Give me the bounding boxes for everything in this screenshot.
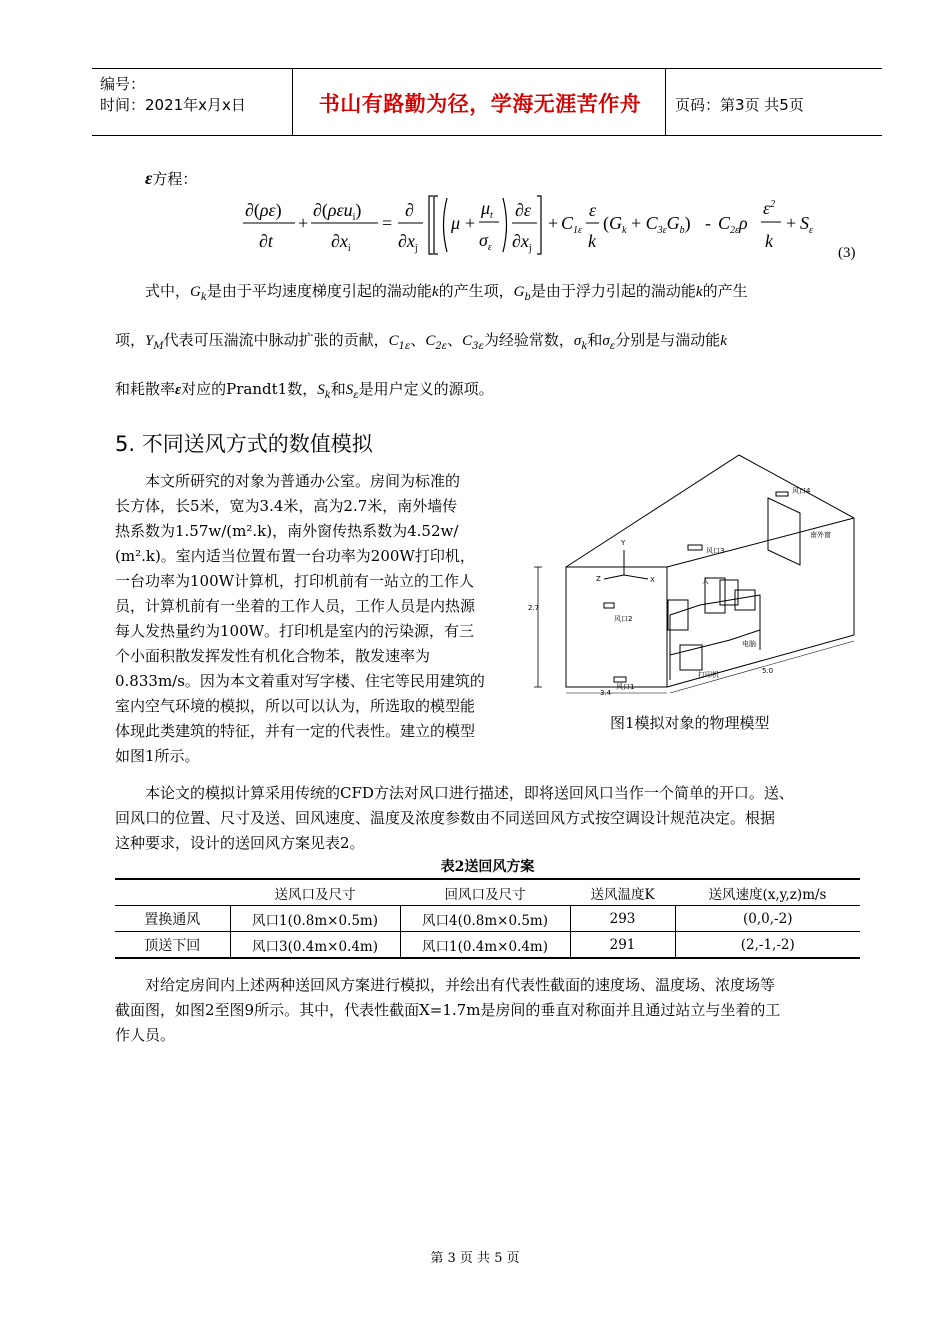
figure-caption: 图1模拟对象的物理模型 — [610, 714, 770, 732]
svg-text:+: + — [786, 213, 797, 233]
label-dim-length: 5.0 — [762, 667, 774, 675]
label-dim-width: 3.4 — [600, 689, 612, 697]
para1-line1: 式中，$G_k$是由于平均速度梯度引起的湍动能k的产生项，$G_b$是由于浮力引起的湍动能k的产生 — [145, 282, 748, 303]
equation-intro: ε方程： — [145, 168, 198, 188]
svg-text:+: + — [465, 213, 476, 233]
para3 — [115, 781, 865, 856]
svg-text:∂(ρεui): ∂(ρεu$_i$) — [313, 200, 362, 223]
svg-text:k: k — [588, 231, 596, 251]
paragraph-line: 作人员。 — [115, 1026, 176, 1044]
svg-text:(Gk + C3εGb): $(G_k + C_{3\varepsilon}G_b)$ — [603, 213, 691, 236]
label-computer: 电脑 — [742, 640, 756, 648]
equation-number: (3) — [838, 245, 856, 261]
label-vent1: 风口1 — [616, 683, 635, 691]
svg-text:σε: $\sigma_\varepsilon$ — [479, 230, 492, 253]
paragraph-line: 如图1所示。 — [115, 747, 200, 765]
table-header: 送风口及尺寸 — [230, 879, 400, 906]
para1-line2: 项，$Y_M$代表可压湍流中脉动扩张的贡献，$C_{1\varepsilon}$、$C_{2\varepsilon}$、$C_{3\varepsilon}$为经验常数，$\sigma_k$和$\sigma_\varepsilon$分别是与湍动能k — [115, 331, 727, 352]
table-header: 送风速度(x,y,z)m/s — [675, 879, 860, 906]
para1-line3: 和耗散率ε对应的Prandt1数，$S_k$和$S_\varepsilon$是用户定义的源项。 — [115, 380, 494, 401]
figure-room-model — [530, 455, 860, 705]
svg-text:-: - — [705, 213, 711, 233]
svg-text:ε2: $\varepsilon^2$ — [763, 198, 776, 218]
label-axis-x: X — [650, 576, 655, 584]
paragraph-line: 员，计算机前有一坐着的工作人员，工作人员是内热源 — [115, 597, 476, 615]
svg-text:Sε: $S_\varepsilon$ — [800, 213, 813, 236]
table-caption: 表2送回风方案 — [440, 859, 535, 875]
label-vent4: 风口4 — [792, 487, 811, 495]
svg-text:C1ε: $C_{1\varepsilon}$ — [561, 213, 582, 236]
svg-text:∂ε: ∂ε — [515, 200, 531, 220]
header-bottom-rule — [92, 135, 882, 136]
svg-text:∂xj: $\partial x_j$ — [512, 231, 532, 254]
label-vent2: 风口2 — [614, 615, 633, 623]
paragraph-line: 本论文的模拟计算采用传统的CFD方法对风口进行描述，即将送回风口当作一个简单的开口。送、 — [145, 784, 794, 802]
table-header-row — [115, 879, 860, 906]
paragraph-line: 长方体，长5米，宽为3.4米，高为2.7米，南外墙传 — [115, 497, 458, 515]
table-header: 送风温度K — [570, 879, 675, 906]
svg-text:ε: ε — [589, 200, 597, 220]
header-time: 时间：2021年x月x日 — [100, 96, 246, 114]
paragraph-line: 个小面积散发挥发性有机化合物苯，散发速率为 — [115, 647, 431, 665]
table-cell: 顶送下回 — [115, 932, 230, 959]
paragraph-line: 一台功率为100W计算机，打印机前有一站立的工作人 — [115, 572, 475, 590]
svg-text:=: = — [382, 213, 393, 233]
label-vent3: 风口3 — [706, 547, 725, 555]
table-cell: 风口1(0.4m×0.4m) — [400, 932, 570, 959]
para4 — [115, 973, 865, 1048]
header-page: 页码：第3页 共5页 — [675, 96, 804, 114]
table-cell: 风口4(0.8m×0.5m) — [400, 906, 570, 932]
svg-text:∂: ∂ — [405, 200, 414, 220]
table-cell: 风口1(0.8m×0.5m) — [230, 906, 400, 932]
header-divider-right — [665, 68, 666, 136]
label-axis-z: Z — [596, 575, 601, 583]
label-window: 南外窗 — [810, 531, 831, 539]
paragraph-line: 对给定房间内上述两种送回风方案进行模拟，并绘出有代表性截面的速度场、温度场、浓度场等 — [145, 976, 776, 994]
svg-text:+: + — [298, 213, 309, 233]
svg-text:μ: μ — [451, 213, 461, 233]
page-footer: 第 3 页 共 5 页 — [430, 1251, 520, 1266]
table-cell: 293 — [570, 906, 675, 932]
paragraph-line: 每人发热量约为100W。打印机是室内的污染源，有三 — [115, 622, 475, 640]
paragraph-line: (m².k)。室内适当位置布置一台功率为200W打印机， — [115, 547, 475, 565]
header-divider-left — [292, 68, 293, 136]
label-printer: 打印机 — [698, 671, 719, 679]
table-cell: (0,0,-2) — [675, 906, 860, 932]
label-axis-y: Y — [621, 539, 626, 547]
svg-text:∂xi: $\partial x_i$ — [331, 231, 351, 254]
paragraph-line: 回风口的位置、尺寸及送、回风速度、温度及浓度参数由不同送回风方式按空调设计规范决定。根据 — [115, 809, 776, 827]
svg-text:C2ερ: $C_{2\varepsilon}\rho$ — [718, 213, 748, 236]
header-number: 编号： — [100, 75, 146, 93]
table-row — [115, 932, 860, 959]
para2 — [115, 469, 530, 769]
paragraph-line: 截面图，如图2至图9所示。其中，代表性截面X=1.7m是房间的垂直对称面并且通过站立与坐着的工 — [115, 1001, 781, 1019]
paragraph-line: 热系数为1.57w/(m².k)，南外窗传热系数为4.52w/ — [115, 522, 459, 540]
paragraph-line: 本文所研究的对象为普通办公室。房间为标准的 — [145, 472, 461, 490]
epsilon-symbol: ε — [145, 168, 153, 188]
label-person: 人 — [702, 577, 709, 585]
table-cell: (2,-1,-2) — [675, 932, 860, 959]
svg-text:∂(ρε): ∂(ρε) — [245, 200, 282, 220]
table-header: 回风口及尺寸 — [400, 879, 570, 906]
svg-text:+: + — [548, 213, 559, 233]
section-title: 5. 不同送风方式的数值模拟 — [115, 432, 373, 456]
epsilon-equation — [235, 192, 855, 264]
paragraph-line: 室内空气环境的模拟，所以可以认为，所选取的模型能 — [115, 697, 476, 715]
table-cell: 风口3(0.4m×0.4m) — [230, 932, 400, 959]
table-header — [115, 879, 230, 906]
table-row — [115, 906, 860, 932]
header-motto: 书山有路勤为径，学海无涯苦作舟 — [318, 92, 642, 116]
paragraph-line: 体现此类建筑的特征，并有一定的代表性。建立的模型 — [115, 722, 476, 740]
svg-text:μt: $\mu_t$ — [481, 198, 493, 221]
supply-return-table — [115, 878, 860, 959]
svg-text:∂xj: $\partial x_j$ — [398, 231, 418, 254]
paragraph-line: 这种要求，设计的送回风方案见表2。 — [115, 834, 365, 852]
header-top-rule — [92, 68, 882, 69]
label-dim-height: 2.7 — [528, 604, 540, 612]
table-cell: 置换通风 — [115, 906, 230, 932]
svg-text:k: k — [765, 231, 773, 251]
svg-text:∂t: ∂t — [259, 231, 273, 251]
table-cell: 291 — [570, 932, 675, 959]
paragraph-line: 0.833m/s。因为本文着重对写字楼、住宅等民用建筑的 — [115, 672, 485, 690]
